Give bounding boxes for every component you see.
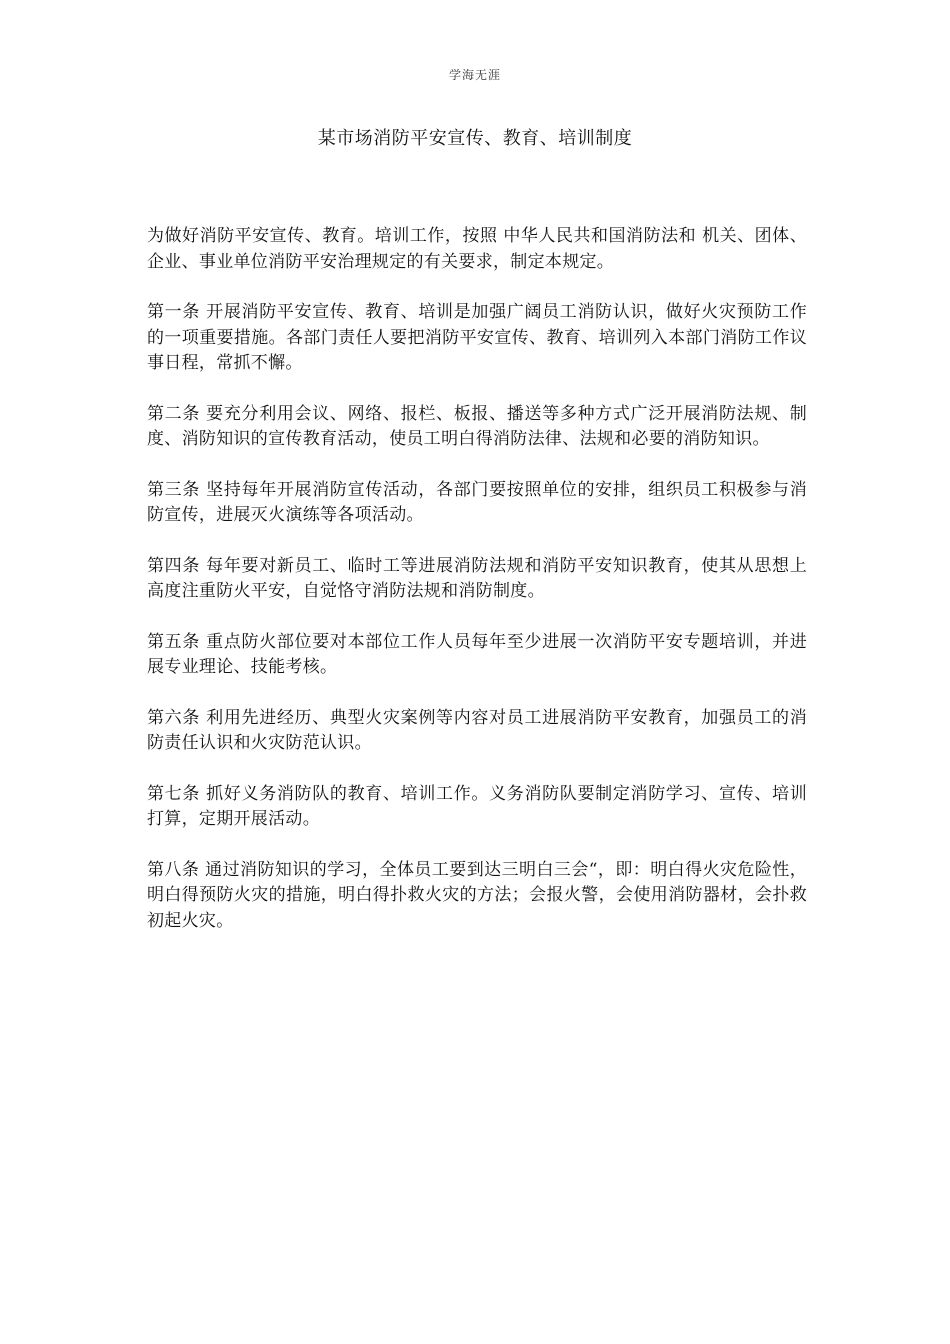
document-title: 某市场消防平安宣传、教育、培训制度 (317, 128, 633, 149)
paragraph-article-8: 第八条 通过消防知识的学习，全体员工要到达三明白三会“，即：明白得火灾危险性，明白得预防火灾的措施，明白得扑救火灾的方法；会报火警，会使用消防器材，会扑救初起火灾。 (147, 859, 807, 931)
paragraph-article-7: 第七条 抓好义务消防队的教育、培训工作。义务消防队要制定消防学习、宣传、培训打算，定期开展活动。 (147, 783, 807, 829)
document-body (147, 224, 807, 959)
paragraph-article-5: 第五条 重点防火部位要对本部位工作人员每年至少进展一次消防平安专题培训，并进展专业理论、技能考核。 (147, 631, 807, 677)
paragraph-article-3: 第三条 坚持每年开展消防宣传活动，各部门要按照单位的安排，组织员工积极参与消防宣传，进展灭火演练等各项活动。 (147, 479, 807, 525)
paragraph-article-4: 第四条 每年要对新员工、临时工等进展消防法规和消防平安知识教育，使其从思想上高度注重防火平安，自觉恪守消防法规和消防制度。 (147, 555, 807, 601)
paragraph-article-6: 第六条 利用先进经历、典型火灾案例等内容对员工进展消防平安教育，加强员工的消防责任认识和火灾防范认识。 (147, 707, 807, 753)
page-header: 学海无涯 (448, 68, 501, 82)
paragraph-article-2: 第二条 要充分利用会议、网络、报栏、板报、播送等多种方式广泛开展消防法规、制度、消防知识的宣传教育活动，使员工明白得消防法律、法规和必要的消防知识。 (147, 403, 807, 449)
paragraph-intro: 为做好消防平安宣传、教育。培训工作，按照 中华人民共和国消防法和 机关、团体、企业、事业单位消防平安治理规定的有关要求，制定本规定。 (147, 226, 807, 272)
paragraph-article-1: 第一条 开展消防平安宣传、教育、培训是加强广阔员工消防认识，做好火灾预防工作的一项重要措施。各部门责任人要把消防平安宣传、教育、培训列入本部门消防工作议事日程，常抓不懈。 (147, 302, 807, 373)
